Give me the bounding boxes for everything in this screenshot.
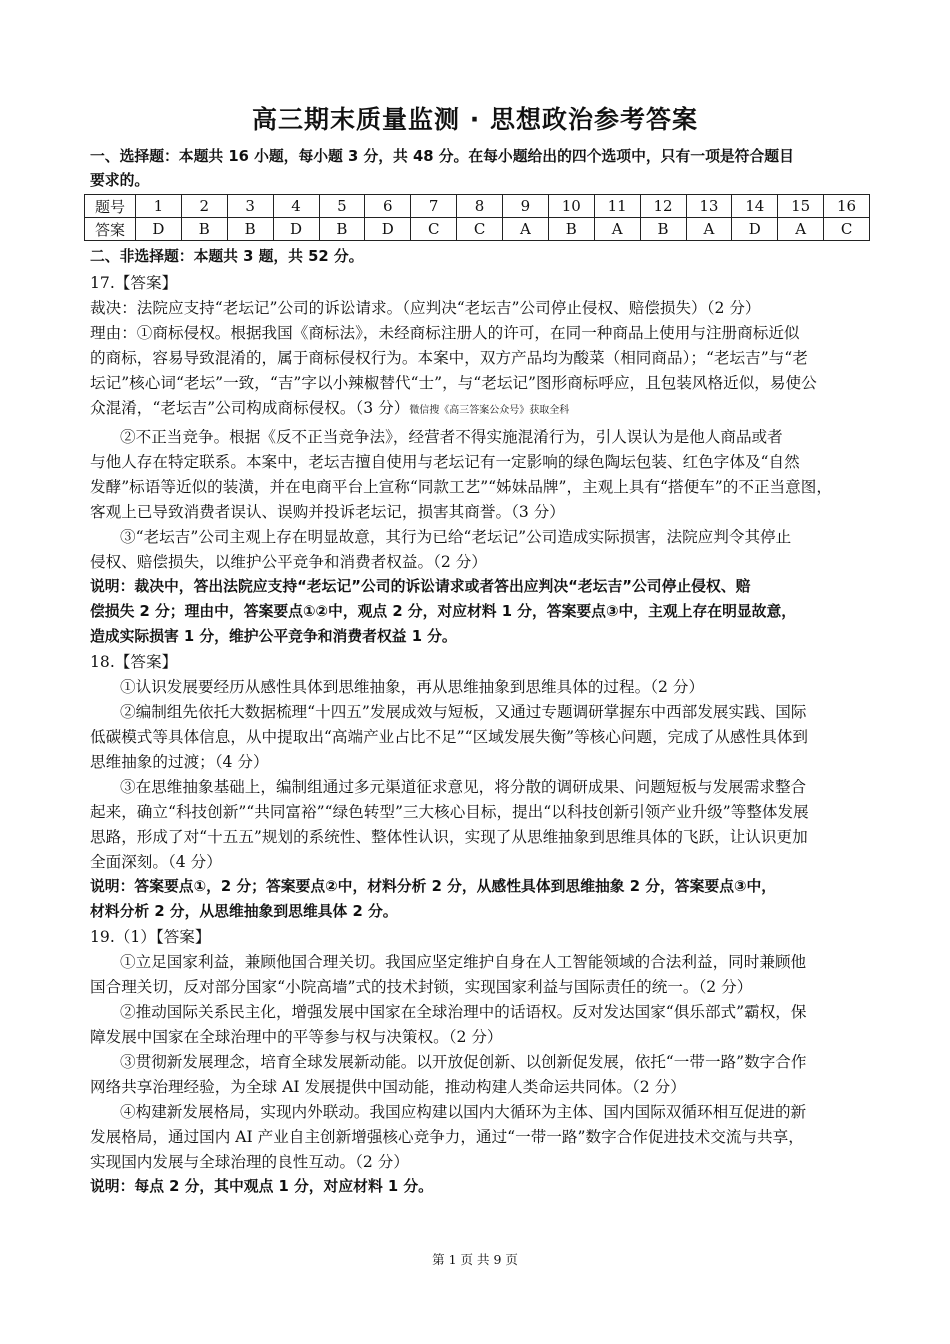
- q17-line: 的商标，容易导致混淆的，属于商标侵权行为。本案中，双方产品均为酸菜（相同商品）；“老坛吉”与“老: [90, 349, 808, 367]
- section2-heading: 二、非选择题：本题共 3 题，共 52 分。: [90, 248, 364, 265]
- q17-line: 客观上已导致消费者误认、误购并投诉老坛记，损害其商誉。（3 分）: [90, 503, 565, 521]
- q17-note: 造成实际损害 1 分，维护公平竞争和消费者权益 1 分。: [90, 628, 457, 645]
- answer-table: [84, 194, 870, 241]
- q19-note: 说明：每点 2 分，其中观点 1 分，对应材料 1 分。: [90, 1178, 433, 1195]
- q18-line: ①认识发展要经历从感性具体到思维抽象，再从思维抽象到思维具体的过程。（2 分）: [120, 678, 705, 696]
- section1-instruction-cont: 要求的。: [90, 172, 150, 189]
- q18-line: ③在思维抽象基础上，编制组通过多元渠道征求意见，将分散的调研成果、问题短板与发展需求整合: [120, 778, 807, 796]
- answer-cell: B: [640, 218, 686, 241]
- answer-cell: D: [732, 218, 778, 241]
- q18-line: 思维抽象的过渡；（4 分）: [90, 753, 269, 771]
- q17-heading: 17.【答案】: [90, 274, 178, 292]
- page-number-footer: 第 1 页 共 9 页: [432, 1252, 518, 1267]
- q19-line: 障发展中国家在全球治理中的平等参与权与决策权。（2 分）: [90, 1028, 503, 1046]
- q18-line: 低碳模式等具体信息，从中提取出“高端产业占比不足”“区域发展失衡”等核心问题，完成了从感性具体到: [90, 728, 809, 746]
- answer-cell: C: [411, 218, 457, 241]
- q18-line: ②编制组先依托大数据梳理“十四五”发展成效与短板，又通过专题调研掌握东中西部发展实践、国际: [120, 703, 807, 721]
- answer-cell: D: [136, 218, 182, 241]
- q19-line: ③贯彻新发展理念，培育全球发展新动能。以开放促创新、以创新促发展，依托“一带一路”数字合作: [120, 1053, 807, 1071]
- question-number-cell: 5: [319, 195, 365, 218]
- q17-line: ②不正当竞争。根据《反不正当竞争法》，经营者不得实施混淆行为，引人误认为是他人商品或者: [120, 428, 783, 446]
- q17-line: 众混淆，“老坛吉”公司构成商标侵权。（3 分）: [90, 399, 410, 417]
- question-number-cell: 3: [227, 195, 273, 218]
- question-number-cell: 12: [640, 195, 686, 218]
- answer-cell: A: [686, 218, 732, 241]
- q17-line: ③“老坛吉”公司主观上存在明显故意，其行为已给“老坛记”公司造成实际损害，法院应判令其停止: [120, 528, 792, 546]
- answer-cell: B: [227, 218, 273, 241]
- q18-line: 起来，确立“科技创新”“共同富裕”“绿色转型”三大核心目标，提出“以科技创新引领产业升级”等整体发展: [90, 803, 809, 821]
- row-label: 答案: [85, 218, 136, 241]
- answer-cell: B: [319, 218, 365, 241]
- q17-line: 裁决：法院应支持“老坛记”公司的诉讼请求。（应判决“老坛吉”公司停止侵权、赔偿损失）（2 分）: [90, 299, 761, 317]
- question-number-cell: 10: [548, 195, 594, 218]
- question-number-cell: 9: [503, 195, 549, 218]
- question-number-cell: 8: [457, 195, 503, 218]
- q17-line: 理由：①商标侵权。根据我国《商标法》，未经商标注册人的许可，在同一种商品上使用与注册商标近似: [90, 324, 800, 342]
- answer-cell: A: [594, 218, 640, 241]
- q19-line: 网络共享治理经验，为全球 AI 发展提供中国动能，推动构建人类命运共同体。（2 分）: [90, 1078, 686, 1096]
- q17-line: 侵权、赔偿损失，以维护公平竞争和消费者权益。（2 分）: [90, 553, 487, 571]
- q19-line: 实现国内发展与全球治理的良性互动。（2 分）: [90, 1153, 409, 1171]
- q17-line-5: [90, 396, 870, 420]
- question-number-cell: 7: [411, 195, 457, 218]
- question-number-cell: 13: [686, 195, 732, 218]
- q17-line: 与他人存在特定联系。本案中，老坛吉擅自使用与老坛记有一定影响的绿色陶坛包装、红色字体及“自然: [90, 453, 800, 471]
- answer-cell: D: [273, 218, 319, 241]
- question-number-cell: 4: [273, 195, 319, 218]
- watermark-note: 微信搜《高三答案公众号》获取全科: [409, 405, 570, 416]
- q17-line: 坛记”核心词“老坛”一致，“吉”字以小辣椒替代“士”，与“老坛记”图形商标呼应，且包装风格近似，易使公: [90, 374, 817, 392]
- answer-cell: A: [778, 218, 824, 241]
- q18-line: 思路，形成了对“十五五”规划的系统性、整体性认识，实现了从思维抽象到思维具体的飞跃，让认识更加: [90, 828, 808, 846]
- page-title: 高三期末质量监测 · 思想政治参考答案: [252, 105, 698, 134]
- q19-line: ④构建新发展格局，实现内外联动。我国应构建以国内大循环为主体、国内国际双循环相互促进的新: [120, 1103, 807, 1121]
- q19-heading: 19.（1）【答案】: [90, 928, 211, 946]
- q19-line: ①立足国家利益，兼顾他国合理关切。我国应坚定维护自身在人工智能领域的合法利益，同时兼顾他: [120, 953, 807, 971]
- answer-row: [85, 218, 870, 241]
- q18-line: 全面深刻。（4 分）: [90, 853, 222, 871]
- row-label: 题号: [85, 195, 136, 218]
- q17-note: 说明：裁决中，答出法院应支持“老坛记”公司的诉讼请求或者答出应判决“老坛吉”公司停止侵权、赔: [90, 578, 751, 595]
- q19-line: 国合理关切，反对部分国家“小院高墙”式的技术封锁，实现国家利益与国际责任的统一。（2 分）: [90, 978, 753, 996]
- q17-note: 偿损失 2 分；理由中，答案要点①②中，观点 2 分，对应材料 1 分，答案要点③中，主观上存在明显故意，: [90, 603, 797, 620]
- question-number-cell: 14: [732, 195, 778, 218]
- answer-cell: A: [503, 218, 549, 241]
- answer-cell: B: [548, 218, 594, 241]
- question-number-cell: 11: [594, 195, 640, 218]
- q18-note: 材料分析 2 分，从思维抽象到思维具体 2 分。: [90, 903, 398, 920]
- question-number-row: [85, 195, 870, 218]
- q18-heading: 18.【答案】: [90, 653, 178, 671]
- q19-line: ②推动国际关系民主化，增强发展中国家在全球治理中的话语权。反对发达国家“俱乐部式”霸权，保: [120, 1003, 807, 1021]
- q19-line: 发展格局，通过国内 AI 产业自主创新增强核心竞争力，通过“一带一路”数字合作促进技术交流与共享，: [90, 1128, 804, 1146]
- question-number-cell: 2: [181, 195, 227, 218]
- section1-instruction: 一、选择题：本题共 16 小题，每小题 3 分，共 48 分。在每小题给出的四个选项中，只有一项是符合题目: [90, 148, 794, 165]
- answer-cell: D: [365, 218, 411, 241]
- question-number-cell: 6: [365, 195, 411, 218]
- answer-cell: B: [181, 218, 227, 241]
- answer-cell: C: [824, 218, 870, 241]
- question-number-cell: 16: [824, 195, 870, 218]
- question-number-cell: 15: [778, 195, 824, 218]
- question-number-cell: 1: [136, 195, 182, 218]
- q18-note: 说明：答案要点①，2 分；答案要点②中，材料分析 2 分，从感性具体到思维抽象 2 分，答案要点③中，: [90, 878, 777, 895]
- q17-line: 发酵”标语等近似的装潢，并在电商平台上宣称“同款工艺”“姊妹品牌”，主观上具有“搭便车”的不正当意图，: [90, 478, 832, 496]
- answer-cell: C: [457, 218, 503, 241]
